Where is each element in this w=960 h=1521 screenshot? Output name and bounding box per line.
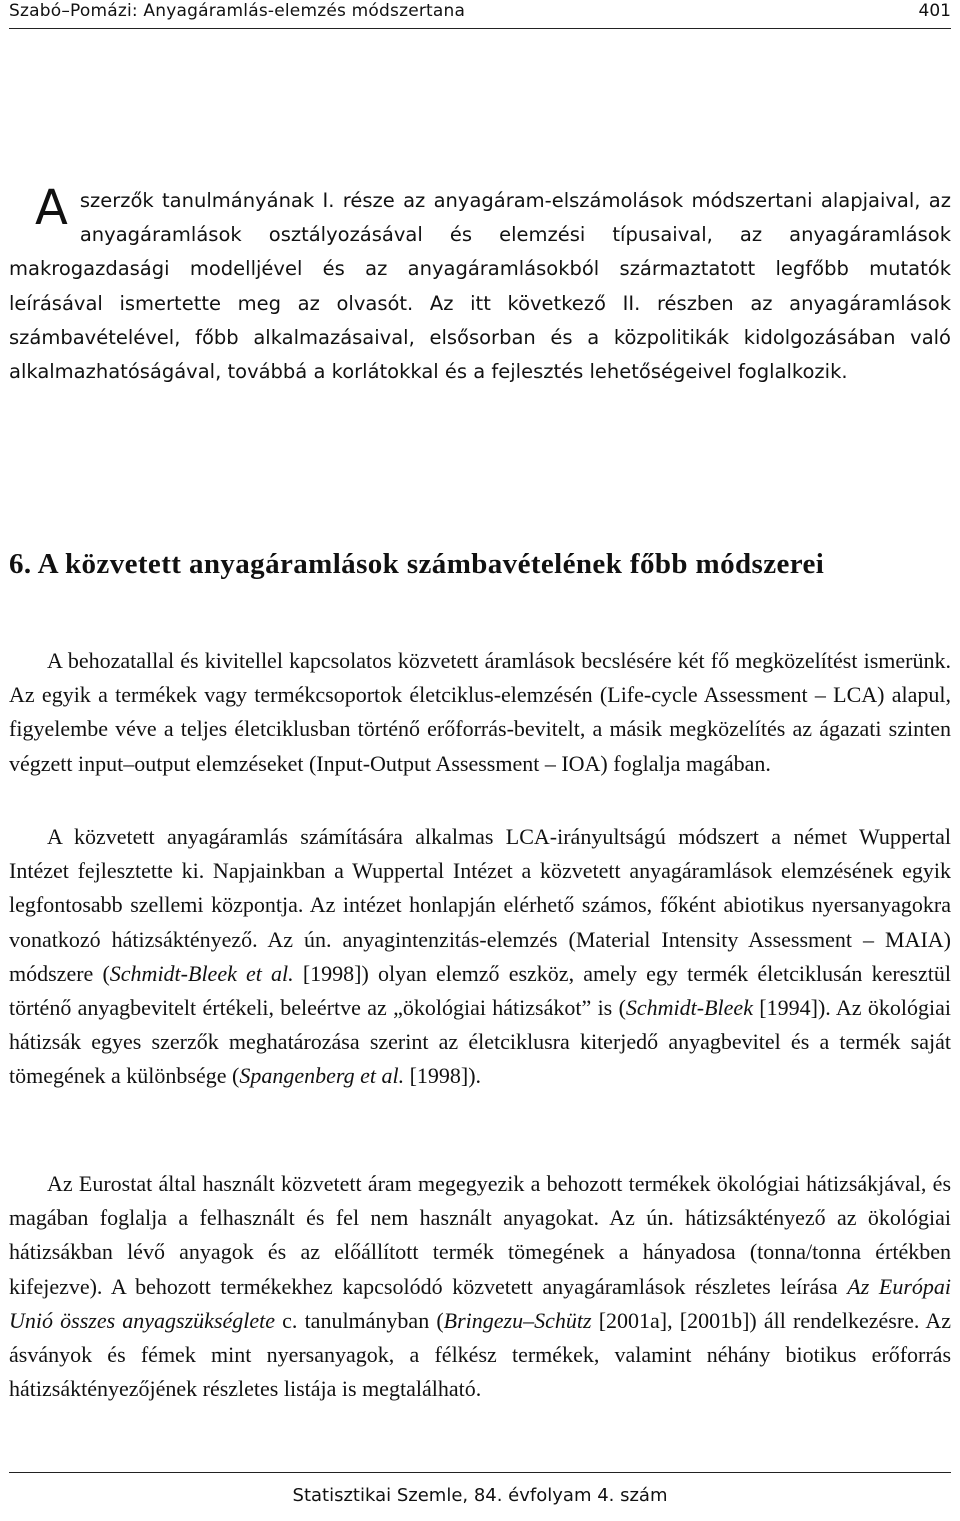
citation: Spangenberg et al. [239,1063,405,1089]
intro-paragraph [9,180,951,389]
paragraph-3-text-a: Az Eurostat által használt közvetett áram megegyezik a behozott termékek ökológiai hátizsákjával, és magában foglalja a felhasznált és fel nem használt anyagokat. Az ún. hátizsáktényező az ökológiai hátizsákban lévő anyagok és az előállított termék tömegének a hányadosa (tonna/tonna értékben kifejezve). A behozott termékekhez kapcsolódó közvetett anyagáramlások részletes leírása [9,1171,951,1299]
paragraph-2-text-d: [1998]). [404,1063,482,1089]
running-header [9,0,951,29]
intro-text: szerzők tanulmányának I. része az anyagáram-elszámolások módszertani alapjaival, az anyagáramlások osztályozásával és elemzési típusaival, az anyagáramlások makrogazdasági modelljével és az anyagáramlásokból származtatott legfőbb mutatók leírásával ismertette meg az olvasót. Az itt következő II. részben az anyagáramlások számbavételével, főbb alkalmazásaival, elsősorban és a közpolitikák kidolgozásában való alkalmazhatóságával, továbbá a korlátokkal és a fejlesztés lehetőségeivel foglalkozik. [9,189,951,384]
paragraph-3-text-c: [2001a], [2001b]) áll rendelkezésre. Az ásványok és fémek mint nyersanyagok, a félkész termékek, valamint néhány biotikus erőforrás hátizsáktényezőjének részletes listája is megtalálható. [9,1307,951,1402]
paragraph-2-text-c: [1994]). Az ökológiai hátizsák egyes szerzők meghatározása szerint az életciklusra kiterjedő anyagbevitel és a termék saját tömegének a különbsége ( [9,995,951,1089]
citation: Bringezu–Schütz [443,1307,592,1333]
page-number: 401 [918,1,951,21]
running-title: Szabó–Pomázi: Anyagáramlás-elemzés módszertana [9,1,466,21]
citation: Schmidt-Bleek et al. [109,960,294,986]
study-title: Az Európai Unió összes anyagszükséglete [9,1273,951,1333]
paragraph-2-text-a: A közvetett anyagáramlás számítására alkalmas LCA-irányultságú módszert a német Wuppertal Intézet fejlesztette ki. Napjainkban a Wuppertal Intézet a közvetett anyagáramlások elemzésének egyik legfontosabb szellemi központja. Az intézet honlapján elérhető számos, főként abiotikus nyersanyagokra vonatkozó hátizsáktényező. Az ún. anyagintenzitás-elemzés (Material Intensity Assessment – MAIA) módszere ( [9,824,951,986]
running-footer [9,1472,951,1506]
drop-cap: A [35,180,68,236]
paragraph-1: A behozatallal és kivitellel kapcsolatos közvetett áramlások becslésére két fő megközelítést ismerünk. Az egyik a termékek vagy termékcsoportok életciklus-elemzésén (Life-cycle Assessment – LCA) alapul, figyelembe véve a teljes életciklusban történő erőforrás-bevitelt, a másik megközelítés az ágazati szinten végzett input–output elemzéseket (Input-Output Assessment – IOA) foglalja magában. [9,648,951,776]
paragraph-2-text-b: [1998]) olyan elemző eszköz, amely egy termék életciklusán keresztül történő anyagbevitelt értékeli, beleértve az „ökológiai hátizsákot” is ( [9,960,951,1021]
paragraph-2 [9,820,951,1094]
paragraph-3 [9,1167,951,1406]
section-heading: 6. A közvetett anyagáramlások számbavételének főbb módszerei [9,548,825,580]
journal-info: Statisztikai Szemle, 84. évfolyam 4. szám [292,1485,668,1506]
paragraph-3-text-b: c. tanulmányban ( [275,1307,444,1333]
citation: Schmidt-Bleek [625,995,753,1021]
